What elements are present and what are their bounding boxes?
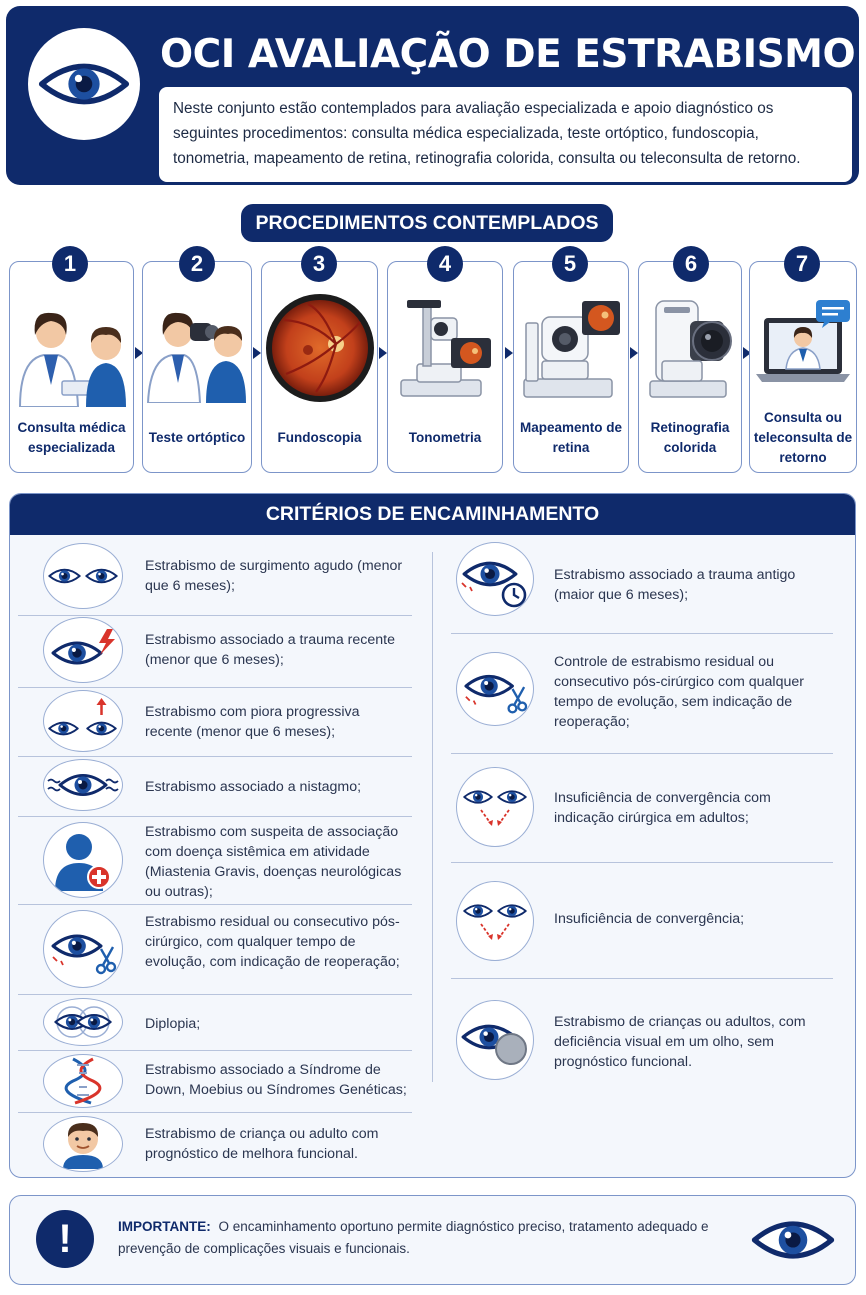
divider [18, 756, 412, 757]
procedure-card-1 [9, 261, 134, 473]
fundus-camera-icon [642, 293, 738, 403]
two-eyes-icon [48, 561, 118, 591]
procedure-number-2: 2 [179, 246, 215, 282]
procedure-label-3: Fundoscopia [277, 430, 362, 445]
criteria-icon-left-3 [43, 690, 123, 752]
doctor-patient-icon [14, 289, 130, 407]
criteria-text-right-3: Insuficiência de convergência com indicação cirúrgica em adultos; [554, 790, 771, 826]
procedure-number-3: 3 [301, 246, 337, 282]
eye-scissors-icon [462, 661, 528, 717]
retina-mapping-device-icon [518, 293, 624, 403]
child-face-icon [57, 1119, 109, 1169]
criteria-icon-left-2 [43, 617, 123, 683]
criteria-text-left-1: Estrabismo de surgimento agudo (menor que 6 meses); [145, 558, 403, 594]
divider [18, 994, 412, 995]
procedure-number-7: 7 [784, 246, 820, 282]
criteria-icon-left-7 [43, 998, 123, 1046]
criteria-text-left-5: Estrabismo com suspeita de associação com doença sistêmica em atividade (Miastenia Gravis, doenças neurológicas ou outras); [145, 824, 402, 900]
criteria-text-right-1: Estrabismo associado a trauma antigo (maior que 6 meses); [554, 567, 796, 603]
procedures-section-title: PROCEDIMENTOS CONTEMPLADOS [241, 204, 613, 242]
header-banner [6, 6, 859, 185]
divider [18, 904, 412, 905]
criteria-panel [9, 493, 856, 1178]
divider [18, 816, 412, 817]
eyes-convergence-icon [463, 782, 527, 832]
divider [451, 978, 833, 979]
procedure-card-2 [142, 261, 252, 473]
column-divider [432, 552, 433, 1082]
eye-lightning-icon [47, 623, 119, 677]
divider [18, 687, 412, 688]
procedure-label-2: Teste ortóptico [148, 430, 246, 445]
divider [18, 1112, 412, 1113]
procedure-card-5 [513, 261, 629, 473]
criteria-text-left-8: Estrabismo associado a Síndrome de Down, Moebius ou Síndromes Genéticas; [145, 1062, 407, 1098]
criteria-icon-left-6 [43, 910, 123, 988]
retina-fundus-icon [264, 292, 376, 404]
divider [18, 615, 412, 616]
divider [18, 1050, 412, 1051]
eye-clock-icon [460, 549, 530, 609]
important-note [9, 1195, 856, 1285]
header-logo [28, 28, 140, 140]
procedure-label-6: Retinografia colorida [650, 420, 730, 455]
eye-icon [38, 56, 130, 112]
criteria-text-left-4: Estrabismo associado a nistagmo; [145, 779, 362, 795]
procedure-card-4 [387, 261, 503, 473]
tonometer-icon [393, 294, 497, 402]
procedure-card-7 [749, 261, 857, 473]
important-text: O encaminhamento oportuno permite diagnóstico preciso, tratamento adequado e prevenção de complicações visuais e funcionais. [118, 1219, 709, 1256]
procedure-label-4: Tonometria [408, 430, 482, 445]
procedure-card-3 [261, 261, 378, 473]
criteria-text-right-5: Estrabismo de crianças ou adultos, com deficiência visual em um olho, sem prognóstico funcional. [554, 1014, 806, 1070]
important-label: IMPORTANTE: [118, 1219, 211, 1234]
criteria-icon-right-5 [456, 1000, 534, 1080]
arrow-right-icon [630, 347, 638, 359]
eyes-convergence-icon [463, 896, 527, 946]
eyes-arrow-up-icon [48, 697, 118, 745]
procedure-number-5: 5 [552, 246, 588, 282]
criteria-icon-left-8 [43, 1054, 123, 1108]
criteria-icon-right-1 [456, 542, 534, 616]
arrow-right-icon [253, 347, 261, 359]
divider [451, 633, 833, 634]
procedure-number-4: 4 [427, 246, 463, 282]
divider [451, 862, 833, 863]
eye-occluded-icon [461, 1013, 529, 1067]
exclamation-icon: ! [36, 1210, 94, 1268]
dna-icon [63, 1057, 103, 1105]
criteria-section-title: CRITÉRIOS DE ENCAMINHAMENTO [10, 494, 855, 535]
procedure-label-5: Mapeamento de retina [519, 420, 623, 455]
eye-icon [751, 1212, 835, 1268]
criteria-icon-right-2 [456, 652, 534, 726]
criteria-text-right-4: Insuficiência de convergência; [554, 911, 745, 927]
orthoptic-test-icon [146, 293, 248, 403]
procedure-number-1: 1 [52, 246, 88, 282]
criteria-text-left-6: Estrabismo residual ou consecutivo pós-cirúrgico, com qualquer tempo de evolução, com indicação de reoperação; [145, 914, 400, 970]
procedure-number-6: 6 [673, 246, 709, 282]
criteria-icon-right-4 [456, 881, 534, 961]
procedure-card-6 [638, 261, 742, 473]
criteria-icon-left-4 [43, 759, 123, 811]
arrow-right-icon [505, 347, 513, 359]
divider [451, 753, 833, 754]
eye-nystagmus-icon [46, 765, 120, 805]
teleconsultation-laptop-icon [752, 298, 854, 398]
criteria-text-right-2: Controle de estrabismo residual ou consecutivo pós-cirúrgico com qualquer tempo de evolução, sem indicação de reoperação; [554, 654, 804, 730]
criteria-icon-left-9 [43, 1116, 123, 1172]
procedure-label-7: Consulta ou teleconsulta de retorno [753, 410, 853, 465]
person-medical-cross-icon [49, 827, 117, 893]
double-vision-icon [46, 1005, 120, 1039]
criteria-text-left-9: Estrabismo de criança ou adulto com prognóstico de melhora funcional. [145, 1126, 379, 1162]
criteria-icon-left-5 [43, 822, 123, 898]
criteria-icon-left-1 [43, 543, 123, 609]
criteria-text-left-2: Estrabismo associado a trauma recente (menor que 6 meses); [145, 632, 395, 668]
arrow-right-icon [379, 347, 387, 359]
criteria-icon-right-3 [456, 767, 534, 847]
criteria-text-left-3: Estrabismo com piora progressiva recente (menor que 6 meses); [145, 704, 360, 740]
header-description: Neste conjunto estão contemplados para avaliação especializada e apoio diagnóstico os seguintes procedimentos: consulta médica especializada, teste ortóptico, fundoscopia, tonometria, mapeamento de retina, retinografia colorida, consulta ou teleconsulta de retorno. [159, 87, 852, 182]
criteria-text-left-7: Diplopia; [145, 1016, 201, 1032]
important-text-block [118, 1216, 758, 1260]
eye-scissors-icon [49, 921, 117, 977]
procedure-label-1: Consulta médica especializada [17, 420, 126, 455]
page-title: OCI AVALIAÇÃO DE ESTRABISMO [160, 32, 856, 77]
